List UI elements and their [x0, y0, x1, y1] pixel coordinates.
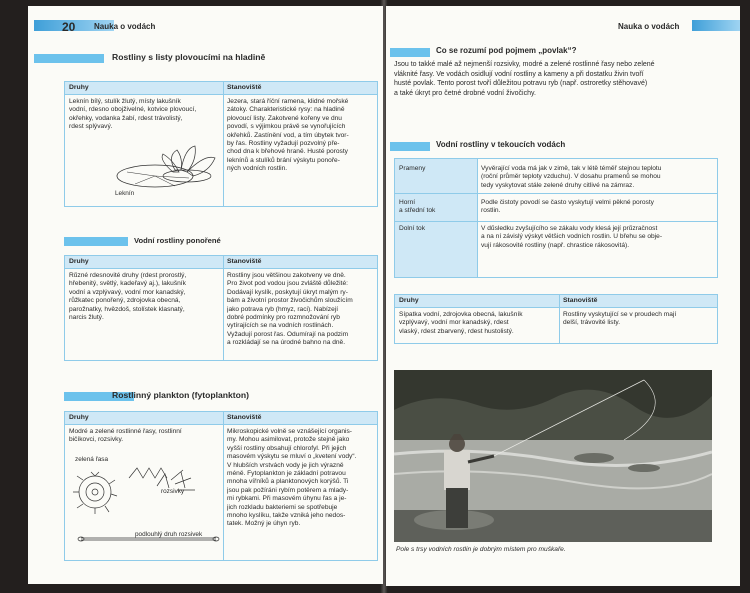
header-bar	[692, 20, 740, 31]
table-flowing-species	[394, 294, 718, 344]
right-page	[386, 6, 740, 586]
col-header-druhy: Druhy	[69, 414, 89, 421]
druhy-cell: Různé rdesnovité druhy (rdest prorostlý, hřebenitý, světlý, kadeřavý aj.), lakušník vodní a vzplývavý, vodní mor kanadský, růžkatec ponořený, zdrojovka obecná, parožnatky, hvězdoš, stolístek klasnatý, narcis žlutý.	[69, 272, 187, 322]
fly-fisherman-photo	[394, 370, 712, 542]
figure-label-diatoms: rozsivky	[161, 488, 185, 495]
col-header-druhy: Druhy	[69, 84, 89, 91]
left-page	[28, 6, 383, 584]
povlak-paragraph: Jsou to takké malé až nejmenší rozsivky, modré a zelené rostlinné řasy nebo zelené vláknité řasy. Ve vodách osidlují vodní rostliny a kameny a při dostatku živin tvoří husté povlak. Tento porost tvoří důležitou potravu ryb (např. ostroretky stěhovavé) a také úkryt pro četné drobné vodní živočichy.	[394, 61, 655, 97]
page-number: 20	[62, 20, 76, 34]
section-title: Vodní rostliny v tekoucích vodách	[436, 140, 566, 149]
table-phytoplankton	[64, 411, 378, 561]
table-submerged-plants	[64, 255, 378, 361]
section-bar	[390, 142, 430, 151]
photo-caption: Pole s trsy vodních rostlin je dobrým místem pro muškaře.	[396, 546, 566, 553]
druhy-cell: Modré a zelené rostlinné řasy, rostlinní bičíkovci, rozsivky.	[69, 428, 182, 444]
section-title: Vodní rostliny ponořené	[134, 236, 221, 245]
figure-label: Leknín	[115, 190, 135, 197]
running-head: Nauka o vodách	[94, 22, 156, 31]
col-header-stanoviste: Stanoviště	[563, 297, 598, 304]
figure-label-long-diatom: podlouhlý druh rozsivek	[135, 531, 203, 538]
stanoviste-cell: Rostliny vyskytující se v proudech mají delší, trávovité listy.	[563, 311, 677, 327]
section-title: Co se rozumí pod pojmem „povlak“?	[436, 46, 577, 55]
section-bar	[390, 48, 430, 57]
section-bar	[64, 237, 128, 246]
col-header-stanoviste: Stanoviště	[227, 414, 262, 421]
row-text-prameny: Vyvěrající voda má jak v zimě, tak v létě téměř stejnou teplotu (roční průměr teploty vzduchu). V dosahu pramenů se mohou tedy vyskytovat stále zelené druhy citlivé na zámraz.	[481, 165, 662, 189]
running-head: Nauka o vodách	[618, 22, 680, 31]
table-flowing-waters	[394, 158, 718, 278]
figure-label-green-alga: zelená řasa	[75, 456, 109, 463]
table-header	[65, 82, 377, 95]
row-label-dolni-tok: Dolní tok	[399, 225, 426, 232]
col-header-druhy: Druhy	[399, 297, 419, 304]
section-title: Rostlinný plankton (fytoplankton)	[112, 390, 250, 400]
druhy-cell: Šípatka vodní, zdrojovka obecná, lakušník vzplývavý, vodní mor kanadský, rdest vlaský, rdest zbarvený, rdest hustolistý.	[399, 311, 523, 335]
col-header-druhy: Druhy	[69, 258, 89, 265]
stanoviste-cell: Rostliny jsou většinou zakotveny ve dně. Pro život pod vodou jsou zvláště důležité: Dodávají kyslík, poskytují úkryt malým ry- bám a životní prostor živočichům sloužícím jako potrava ryb (hmyz, raci). Nabízejí dobré podmínky pro rozmnožování ryb vytírajících se na vodních rostlinách. Vyžadují porost řas. Odumírají na podzim a rozkládají se na úrodné bahno na dně.	[227, 272, 353, 347]
stanoviste-cell: Mikroskopické volně se vznášející organis- my. Mohou asimilovat, protože stejně jako vyšší rostliny obsahují chlorofyl. Při jejich masovém výskytu se mluví o „kvetení vody“. V hlubších vrstvách vody je jich výrazně méně. Fytoplankton je základní potravou mnoha vířníků a planktonových korýšů. Ti jsou pak požíráni rybím potěrem a mlady- mi rybkami. Při masovém úhynu řas a je- jich rozkladu bakteriemi se spotřebuje mnoho kyslíku, takže vzniká jeho nedos- tatek. Možný je úhyn ryb.	[227, 428, 357, 528]
section-bar	[34, 54, 104, 63]
table-floating-plants	[64, 81, 378, 207]
section-title: Rostliny s listy plovoucími na hladině	[112, 52, 266, 62]
row-label-horni-tok: Horní a střední tok	[399, 199, 436, 215]
row-label-prameny: Prameny	[399, 165, 426, 172]
row-text-dolni-tok: V důsledku zvyšujícího se zákalu vody klesá její průzračnost a na ní závislý výskyt většich vodních rostlin. U břehu se obje- vují rákosovité rostliny (např. chrastice rákosovitá).	[481, 225, 663, 249]
fishing-photo	[394, 370, 712, 542]
row-text-horni-tok: Podle čistoty povodí se často vyskytují velmi pěkné porosty rostlin.	[481, 199, 654, 215]
druhy-cell: Leknín bílý, stulík žlutý, místy lakušník vodní, rdesno obojživelné, kotvice plovoucí, okřehky, vodanka žabí, rdest trávolistý, rdest splývavý.	[69, 98, 197, 131]
col-header-stanoviste: Stanoviště	[227, 258, 262, 265]
stanoviste-cell: Jezera, stará říční ramena, klidné mořské zátoky. Charakteristické rysy: na hladině plovoucí listy. Zakotvené kořeny ve dnu povodí, s výjimkou právě se vynořujících okřehků. Zastínění vod, a tím úbytek tvor- by řas. Rostliny vyžadují pozvolný pře- chod dna k břehové hraně. Husté porosty leknínů a stulíků brání výskytu ponoře- ných vodních rostlin.	[227, 98, 349, 173]
col-header-stanoviste: Stanoviště	[227, 84, 262, 91]
water-lily-illustration	[115, 142, 225, 190]
